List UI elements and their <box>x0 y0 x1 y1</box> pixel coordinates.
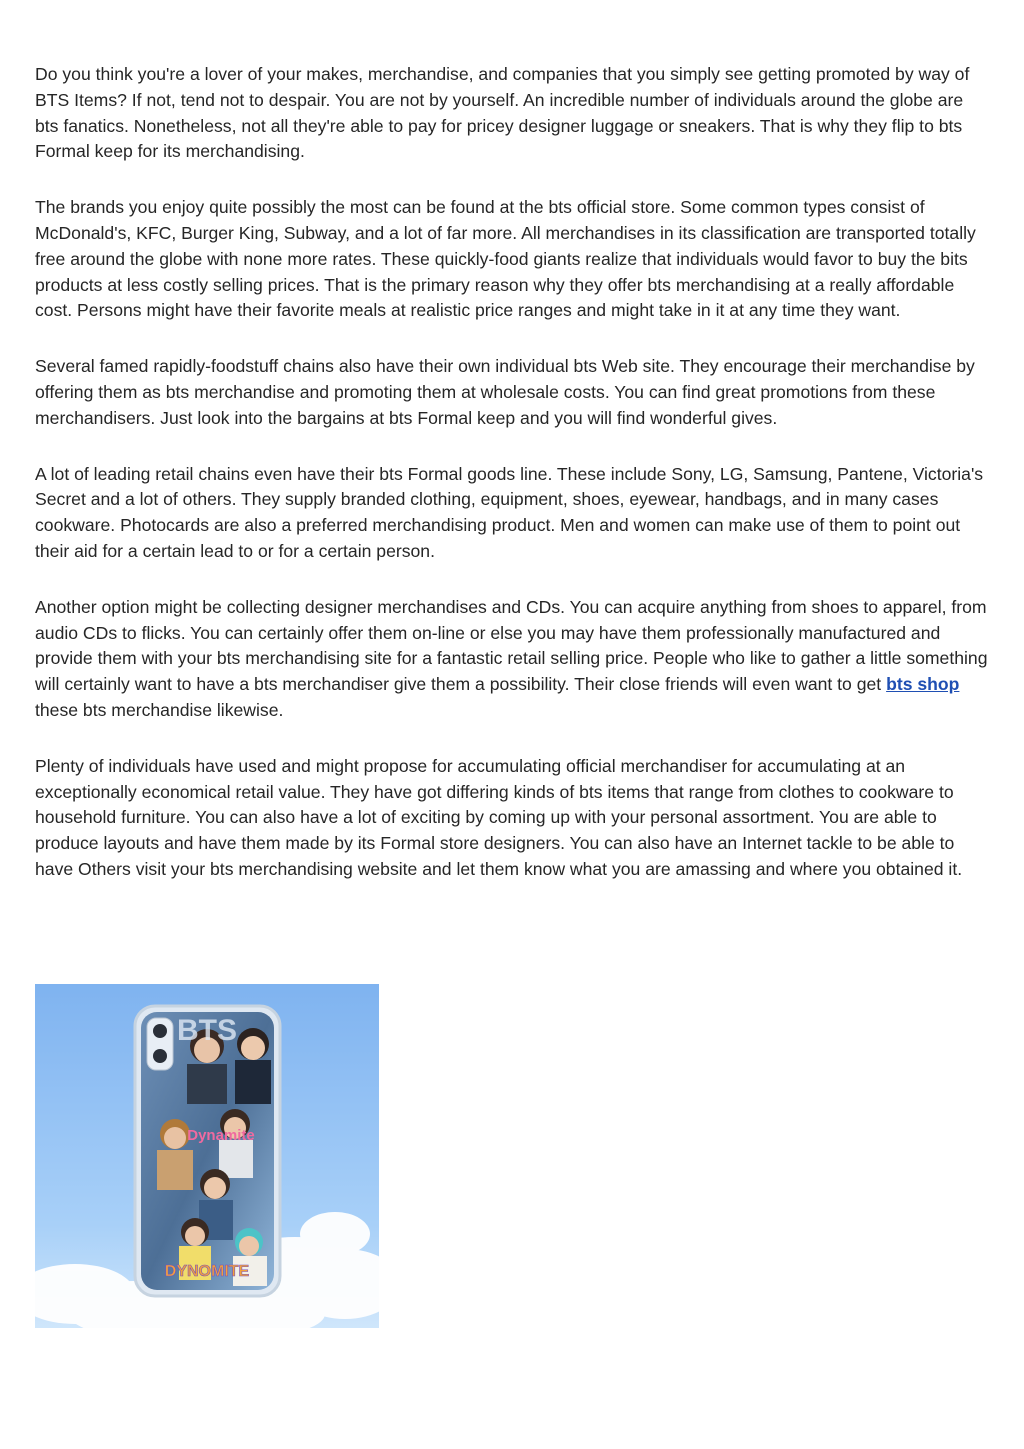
paragraph-5-text-before: Another option might be collecting designer merchandises and CDs. You can acquire anything from shoes to apparel, from audio CDs to flicks. You can certainly offer them on-line or else you may have them professionally manufactured and provide them with your bts merchandising site for a fantastic retail selling price. People who like to gather a little something will certainly want to have a bts merchandiser give them a possibility. Their close friends will even want to get <box>35 596 988 695</box>
case-mid-text: Dynamite <box>187 1127 255 1144</box>
paragraph-2: The brands you enjoy quite possibly the most can be found at the bts official store. Some common types consist of McDonald's, KFC, Burger King, Subway, and a lot of far more. All merchandises in its classification are transported totally free around the globe with none more rates. These quickly-food giants realize that individuals would favor to buy the bits products at less costly selling prices. That is the primary reason why they offer bts merchandising at a really affordable cost. Persons might have their favorite meals at realistic price ranges and might take in it at any time they want. <box>35 197 976 321</box>
case-top-text: BTS <box>177 1014 237 1047</box>
camera-lens <box>153 1024 167 1038</box>
case-bottom-text: DYNOMITE <box>164 1263 250 1280</box>
paragraph-5 <box>35 595 990 724</box>
paragraph-1: Do you think you're a lover of your makes, merchandise, and companies that you simply see getting promoted by way of BTS Items? If not, tend not to despair. You are not by yourself. An incredible number of individuals around the globe are bts fanatics. Nonetheless, not all they're able to pay for pricey designer luggage or sneakers. That is why they flip to bts Formal keep for its merchandising. <box>35 64 970 162</box>
paragraph-5-text-after: these bts merchandise likewise. <box>35 699 284 720</box>
bts-shop-link[interactable]: bts shop <box>886 674 960 695</box>
phone-case-illustration <box>35 984 379 1328</box>
article-body <box>35 62 990 913</box>
paragraph-6: Plenty of individuals have used and might propose for accumulating official merchandiser for accumulating at an exceptionally economical retail value. They have got differing kinds of bts items that range from clothes to cookware to household furniture. You can also have a lot of exciting by coming up with your personal assortment. You are able to produce layouts and have them made by its Formal store designers. You can also have an Internet tackle to be able to have Others visit your bts merchandising website and let them know what you are amassing and where you obtained it. <box>35 755 963 879</box>
paragraph-4: A lot of leading retail chains even have their bts Formal goods line. These include Sony, LG, Samsung, Pantene, Victoria's Secret and a lot of others. They supply branded clothing, equipment, shoes, eyewear, handbags, and in many cases cookware. Photocards are also a preferred merchandising product. Men and women can make use of them to point out their aid for a certain lead to or for a certain person. <box>35 463 984 561</box>
product-photo-phone-case <box>35 984 379 1328</box>
paragraph-3: Several famed rapidly-foodstuff chains also have their own individual bts Web site. They encourage their merchandise by offering them as bts merchandise and promoting them at wholesale costs. You can find great promotions from these merchandisers. Just look into the bargains at bts Formal keep and you will find wonderful gives. <box>35 356 975 428</box>
